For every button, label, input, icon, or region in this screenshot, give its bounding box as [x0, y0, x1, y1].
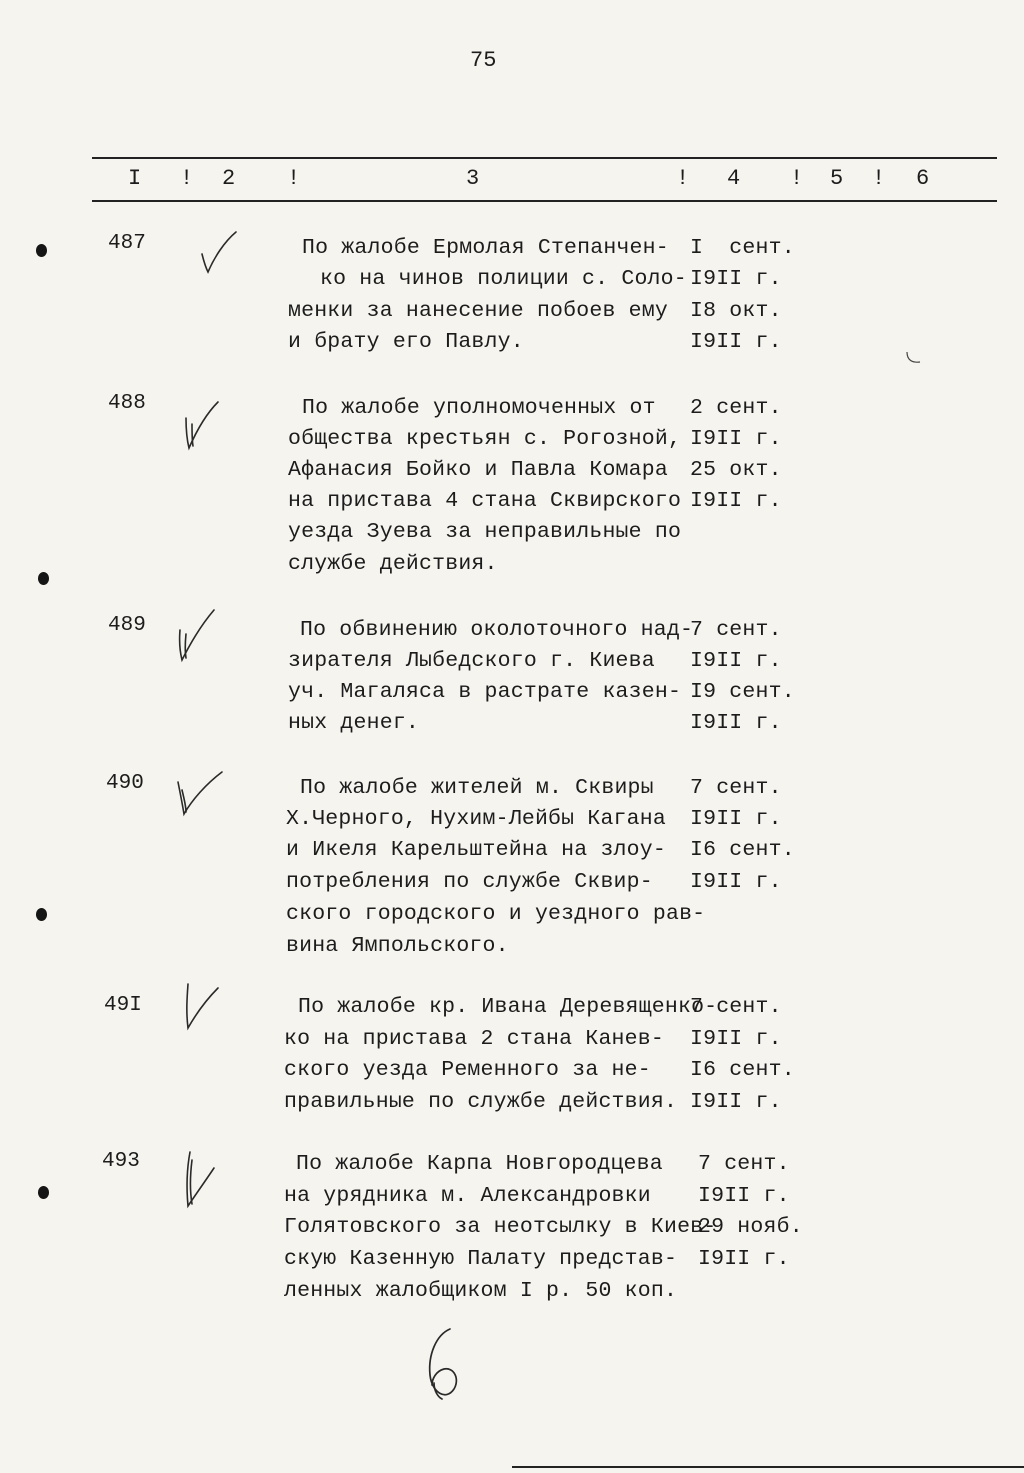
entry-date-line: I9II г. [690, 330, 782, 354]
entry-text-line: ского городского и уездного рав- [286, 902, 706, 926]
entry-date-line: 7 сент. [698, 1152, 790, 1176]
column-separator: ! [872, 166, 886, 191]
entry-text-line: скую Казенную Палату представ- [284, 1247, 678, 1271]
bottom-edge-rule [512, 1466, 1024, 1468]
column-header-2: 2 [222, 166, 236, 191]
entry-number: 489 [108, 614, 146, 637]
entry-date-line: I сент. [690, 236, 795, 260]
entry-number: 487 [108, 232, 146, 255]
column-header-4: 4 [727, 166, 741, 191]
column-header-5: 5 [830, 166, 844, 191]
check-mark-icon [172, 770, 228, 826]
entry-text-line: общества крестьян с. Рогозной, [288, 427, 682, 451]
entry-text-line: ленных жалобщиком I р. 50 коп. [284, 1279, 678, 1303]
punch-hole-icon [36, 244, 47, 257]
entry-text-line: По жалобе Карпа Новгородцева [296, 1152, 663, 1176]
entry-number: 488 [108, 392, 146, 415]
entry-text-line: службе действия. [288, 552, 498, 576]
entry-text-line: потребления по службе Сквир- [286, 870, 653, 894]
entry-number: 493 [102, 1150, 140, 1173]
entry-text-line: По жалобе уполномоченных от [302, 396, 656, 420]
entry-text-line: Х.Черного, Нухим-Лейбы Кагана [286, 807, 666, 831]
check-mark-icon [176, 1148, 220, 1212]
column-separator: ! [180, 166, 194, 191]
entry-date-line: I6 сент. [690, 838, 795, 862]
entry-date-line: I9II г. [690, 870, 782, 894]
entry-number: 490 [106, 772, 144, 795]
check-mark-icon [180, 396, 224, 452]
entry-date-line: I9II г. [690, 267, 782, 291]
stray-mark-icon [904, 350, 924, 366]
entry-text-line: По обвинению околоточного над- [300, 618, 694, 642]
entry-date-line: I6 сент. [690, 1058, 795, 1082]
entry-text-line: правильные по службе действия. [284, 1090, 678, 1114]
check-mark-icon [178, 980, 226, 1032]
entry-date-line: I9II г. [690, 427, 782, 451]
entry-text-line: на пристава 4 стана Сквирского [288, 489, 682, 513]
entry-date-line: I9II г. [698, 1184, 790, 1208]
entry-date-line: I9II г. [690, 711, 782, 735]
entry-date-line: I9II г. [690, 649, 782, 673]
column-separator: ! [676, 166, 690, 191]
entry-text-line: Афанасия Бойко и Павла Комара [288, 458, 668, 482]
entry-text-line: ко на пристава 2 стана Канев- [284, 1027, 664, 1051]
entry-text-line: и брату его Павлу. [288, 330, 524, 354]
entry-text-line: Голятовского за неотсылку в Киев- [284, 1215, 717, 1239]
entry-date-line: I9 сент. [690, 680, 795, 704]
entry-date-line: I9II г. [690, 1090, 782, 1114]
punch-hole-icon [38, 1186, 49, 1199]
column-header-3: 3 [466, 166, 480, 191]
entry-date-line: 7 сент. [690, 776, 782, 800]
entry-text-line: на урядника м. Александровки [284, 1184, 651, 1208]
entry-text-line: По жалобе кр. Ивана Деревященко- [298, 995, 718, 1019]
entry-text-line: По жалобе Ермолая Степанчен- [302, 236, 669, 260]
entry-text-line: вина Ямпольского. [286, 934, 509, 958]
column-separator: ! [790, 166, 804, 191]
header-top-rule [92, 157, 997, 159]
entry-date-line: I9II г. [690, 1027, 782, 1051]
entry-date-line: I9II г. [690, 807, 782, 831]
entry-date-line: 25 окт. [690, 458, 782, 482]
entry-date-line: I9II г. [698, 1247, 790, 1271]
entry-text-line: уезда Зуева за неправильные по [288, 520, 682, 544]
entry-date-line: 29 нояб. [698, 1215, 803, 1239]
entry-date-line: I9II г. [690, 489, 782, 513]
column-header-1: I [128, 166, 142, 191]
check-mark-icon [196, 228, 240, 276]
handwritten-total-figure [420, 1325, 468, 1405]
entry-date-line: 7 сент. [690, 995, 782, 1019]
entry-text-line: зирателя Лыбедского г. Киева [288, 649, 655, 673]
entry-text-line: По жалобе жителей м. Сквиры [300, 776, 654, 800]
entry-text-line: менки за нанесение побоев ему [288, 299, 668, 323]
header-bottom-rule [92, 200, 997, 202]
punch-hole-icon [38, 572, 49, 585]
entry-date-line: 2 сент. [690, 396, 782, 420]
column-header-6: 6 [916, 166, 930, 191]
column-separator: ! [287, 166, 301, 191]
entry-text-line: ных денег. [288, 711, 420, 735]
entry-text-line: уч. Магаляса в растрате казен- [288, 680, 682, 704]
punch-hole-icon [36, 908, 47, 921]
entry-number: 49I [104, 994, 142, 1017]
entry-date-line: 7 сент. [690, 618, 782, 642]
entry-date-line: I8 окт. [690, 299, 782, 323]
entry-text-line: и Икеля Карельштейна на злоу- [286, 838, 666, 862]
entry-text-line: ко на чинов полиции с. Соло- [320, 267, 687, 291]
entry-text-line: ского уезда Ременного за не- [284, 1058, 651, 1082]
page-number: 75 [470, 48, 497, 73]
check-mark-icon [172, 604, 220, 664]
